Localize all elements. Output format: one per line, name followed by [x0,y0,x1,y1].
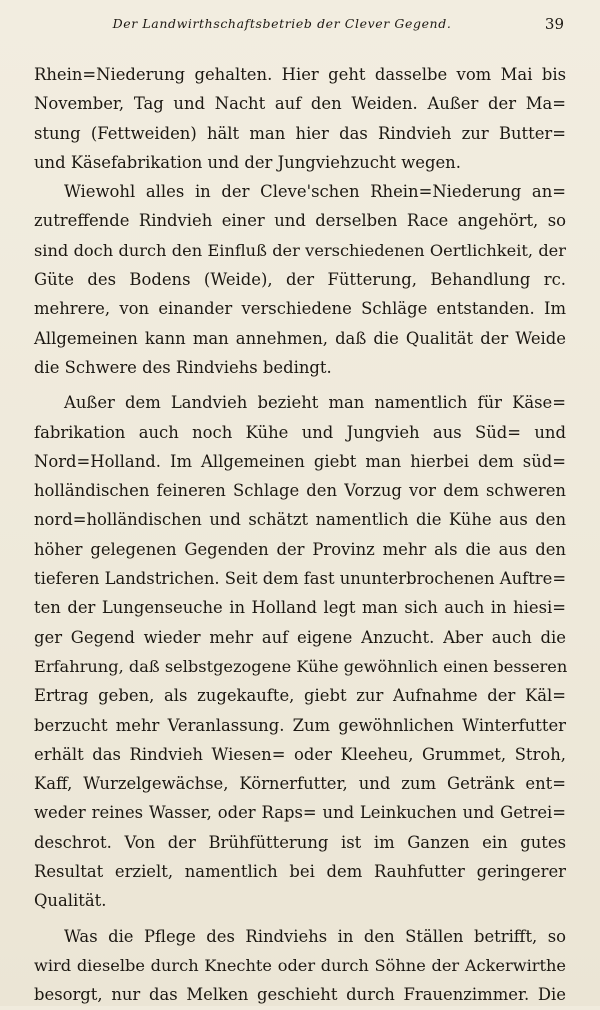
page-number: 39 [544,15,564,33]
paragraph [34,922,566,1010]
text-line: ger Gegend wieder mehr auf eigene Anzucht. Aber auch die [34,627,566,647]
text-line: weder reines Wasser, oder Raps= und Leinkuchen und Getrei= [34,803,566,823]
text-line: Wiewohl alles in der Cleve'schen Rhein=Niederung an= [64,182,566,202]
text-line: zutreffende Rindvieh einer und derselben Race angehört, so [34,211,566,231]
paragraph [34,60,566,177]
text-line: und Käsefabrikation und der Jungviehzucht wegen. [34,152,461,172]
paragraph [34,177,566,382]
text-line: Kaff, Wurzelgewächse, Körnerfutter, und zum Getränk ent= [34,774,566,794]
text-line: Qualität. [34,891,107,911]
text-line: Rhein=Niederung gehalten. Hier geht dasselbe vom Mai bis [34,65,566,84]
text-line: Nord=Holland. Im Allgemeinen giebt man hierbei dem süd= [34,451,566,471]
running-title: Der Landwirthschaftsbetrieb der Clever Gegend. [112,16,452,31]
text-line: Allgemeinen kann man annehmen, daß die Qualität der Weide [34,328,566,348]
text-line: wird dieselbe durch Knechte oder durch Söhne der Ackerwirthe [34,955,566,975]
text-line: Außer dem Landvieh bezieht man namentlich für Käse= [64,393,566,413]
text-line: tieferen Landstrichen. Seit dem fast ununterbrochenen Auftre= [34,569,567,589]
text-line: November, Tag und Nacht auf den Weiden. Außer der Ma= [34,94,566,114]
text-line: Ertrag geben, als zugekaufte, giebt zur Aufnahme der Käl= [34,686,566,706]
text-line: Resultat erzielt, namentlich bei dem Rauhfutter geringerer [34,862,566,882]
text-line: mehrere, von einander verschiedene Schläge entstanden. Im [34,299,566,319]
paragraph [34,388,566,915]
text-line: berzucht mehr Veranlassung. Zum gewöhnlichen Winterfutter [34,715,566,735]
text-line: Güte des Bodens (Weide), der Fütterung, Behandlung rc. [34,270,566,290]
text-line: höher gelegenen Gegenden der Provinz mehr als die aus den [34,539,566,559]
text-line: sind doch durch den Einfluß der verschiedenen Oertlichkeit, der [34,240,566,260]
text-line: deschrot. Von der Brühfütterung ist im Ganzen ein gutes [34,832,566,852]
text-line: nord=holländischen und schätzt namentlich die Kühe aus den [34,510,566,530]
text-line: ten der Lungenseuche in Holland legt man sich auch in hiesi= [34,598,566,618]
text-line: Erfahrung, daß selbstgezogene Kühe gewöhnlich einen besseren [34,656,568,676]
body-text [34,60,566,1010]
text-line: fabrikation auch noch Kühe und Jungvieh aus Süd= und [34,422,566,442]
text-line: die Schwere des Rindviehs bedingt. [34,357,332,377]
running-head [60,16,564,38]
text-line: Was die Pflege des Rindviehs in den Ställen betrifft, so [64,926,566,946]
text-line: holländischen feineren Schlage den Vorzug vor dem schweren [34,481,566,501]
text-line: stung (Fettweiden) hält man hier das Rindvieh zur Butter= [34,123,566,143]
text-line: besorgt, nur das Melken geschieht durch Frauenzimmer. Die [34,985,566,1005]
text-line: erhält das Rindvieh Wiesen= oder Kleeheu, Grummet, Stroh, [34,744,566,764]
